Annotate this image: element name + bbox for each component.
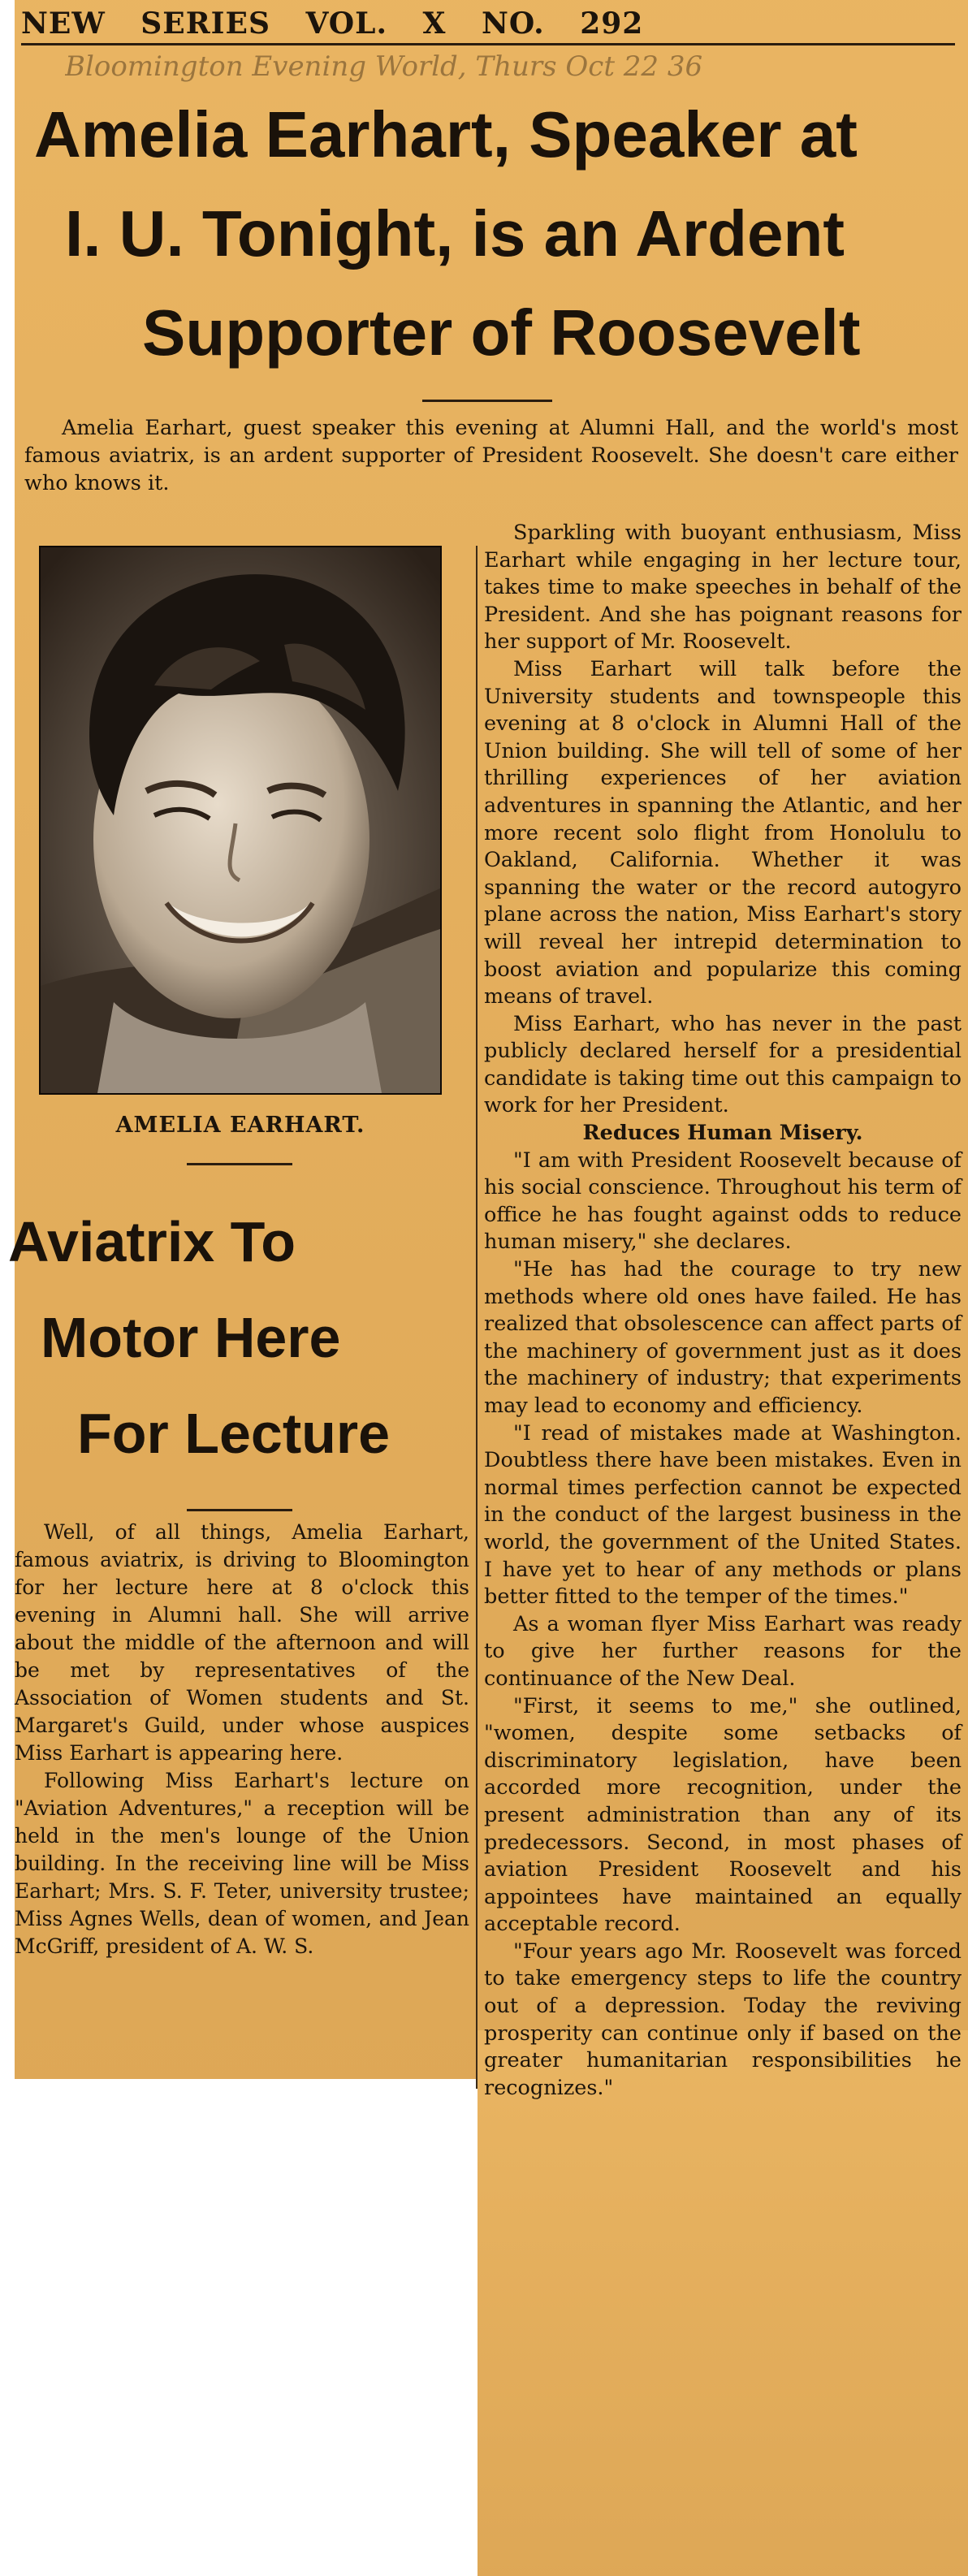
handwritten-note: Bloomington Evening World, Thurs Oct 22 36 bbox=[65, 50, 703, 83]
left-column-article bbox=[15, 1519, 469, 2087]
section-subhead: Reduces Human Misery. bbox=[582, 1121, 863, 1146]
left-paragraph: Well, of all things, Amelia Earhart, famous aviatrix, is driving to Bloomington for her lecture here at 8 o'clock this evening in Alumni hall. She will arrive about the middle of the afternoon and will be met by representatives of the Association of Women students and St. Margaret's Guild, under whose auspices Miss Earhart is appearing here. bbox=[15, 1520, 469, 1765]
right-column-article bbox=[484, 520, 962, 2566]
right-paragraph: "First, it seems to me," she outlined, "women, despite some setbacks of discriminatory legislation, have been accorded more recognition, under the present administration than any of its predecessors. Second, in most phases of aviation President Roosevelt and his appointees have maintained an equally acceptable record. bbox=[484, 1693, 962, 1937]
right-paragraph: As a woman flyer Miss Earhart was ready to give her further reasons for the continuance of the New Deal. bbox=[484, 1611, 962, 1691]
right-paragraph: Miss Earhart will talk before the University students and townspeople this evening at 8 o'clock in Alumni Hall of the Union building. She will tell of some of her thrilling experiences of her aviation adventures in spanning the Atlantic, and her more recent solo flight from Honolulu to Oakland, California. Whether it was spanning the water or the record autogyro plane across the nation, Miss Earhart's story will reveal her intrepid determination to boost aviation and popularize this coming means of travel. bbox=[484, 656, 962, 1009]
right-paragraph: "I am with President Roosevelt because of his social conscience. Throughout his term of office he has fought against odds to reduce human misery," she declares. bbox=[484, 1148, 962, 1255]
photo-caption: AMELIA EARHART. bbox=[115, 1113, 365, 1138]
right-paragraph: Sparkling with buoyant enthusiasm, Miss Earhart while engaging in her lecture tour, takes time to make speeches in behalf of the President. And she has poignant reasons for her support of Mr. Roosevelt. bbox=[484, 521, 962, 655]
sub-headline-divider bbox=[187, 1509, 292, 1511]
portrait-illustration bbox=[41, 547, 440, 1093]
sub-headline-line-3: For Lecture bbox=[77, 1402, 391, 1465]
headline bbox=[16, 85, 958, 386]
column-divider bbox=[476, 546, 478, 2089]
sub-headline-line-2: Motor Here bbox=[41, 1306, 341, 1369]
portrait-photo bbox=[39, 546, 442, 1095]
sub-headline-line-1: Aviatrix To bbox=[8, 1210, 296, 1273]
headline-line-1: Amelia Earhart, Speaker at bbox=[34, 98, 858, 171]
left-paragraph: Following Miss Earhart's lecture on "Aviation Adventures," a reception will be held in the men's lounge of the Union building. In the receiving line will be Miss Earhart; Mrs. S. F. Teter, university trustee; Miss Agnes Wells, dean of women, and Jean McGriff, president of A. W. S. bbox=[15, 1769, 469, 1958]
sub-headline bbox=[8, 1194, 475, 1494]
right-paragraph: "Four years ago Mr. Roosevelt was forced to take emergency steps to life the country out of a depression. Today the reviving prosperity can continue only if based on the greater humanitarian responsibilities he recognizes." bbox=[484, 1938, 962, 2100]
right-paragraph: "I read of mistakes made at Washington. Doubtless there have been mistakes. Even in normal times perfection cannot be expected in the conduct of the largest business in the world, the government of the United States. I have yet to hear of any methods or plans better fitted to the temper of the times." bbox=[484, 1420, 962, 1610]
masthead: NEW SERIES VOL. X NO. 292 bbox=[21, 6, 955, 45]
right-paragraph: Miss Earhart, who has never in the past publicly declared herself for a presidential candidate is taking time out this campaign to work for her President. bbox=[484, 1011, 962, 1118]
right-paragraph: "He has had the courage to try new methods where old ones have failed. He has realized that obsolescence can affect parts of the machinery of government just as it does the machinery of industry; that experiments may lead to economy and efficiency. bbox=[484, 1257, 962, 1418]
headline-line-2: I. U. Tonight, is an Ardent bbox=[65, 197, 845, 270]
headline-divider bbox=[422, 400, 552, 402]
caption-divider bbox=[187, 1163, 292, 1165]
headline-line-3: Supporter of Roosevelt bbox=[142, 296, 861, 369]
lede-paragraph: Amelia Earhart, guest speaker this evening at Alumni Hall, and the world's most famous aviatrix, is an ardent supporter of President Roosevelt. She doesn't care either who knows it. bbox=[24, 416, 958, 495]
